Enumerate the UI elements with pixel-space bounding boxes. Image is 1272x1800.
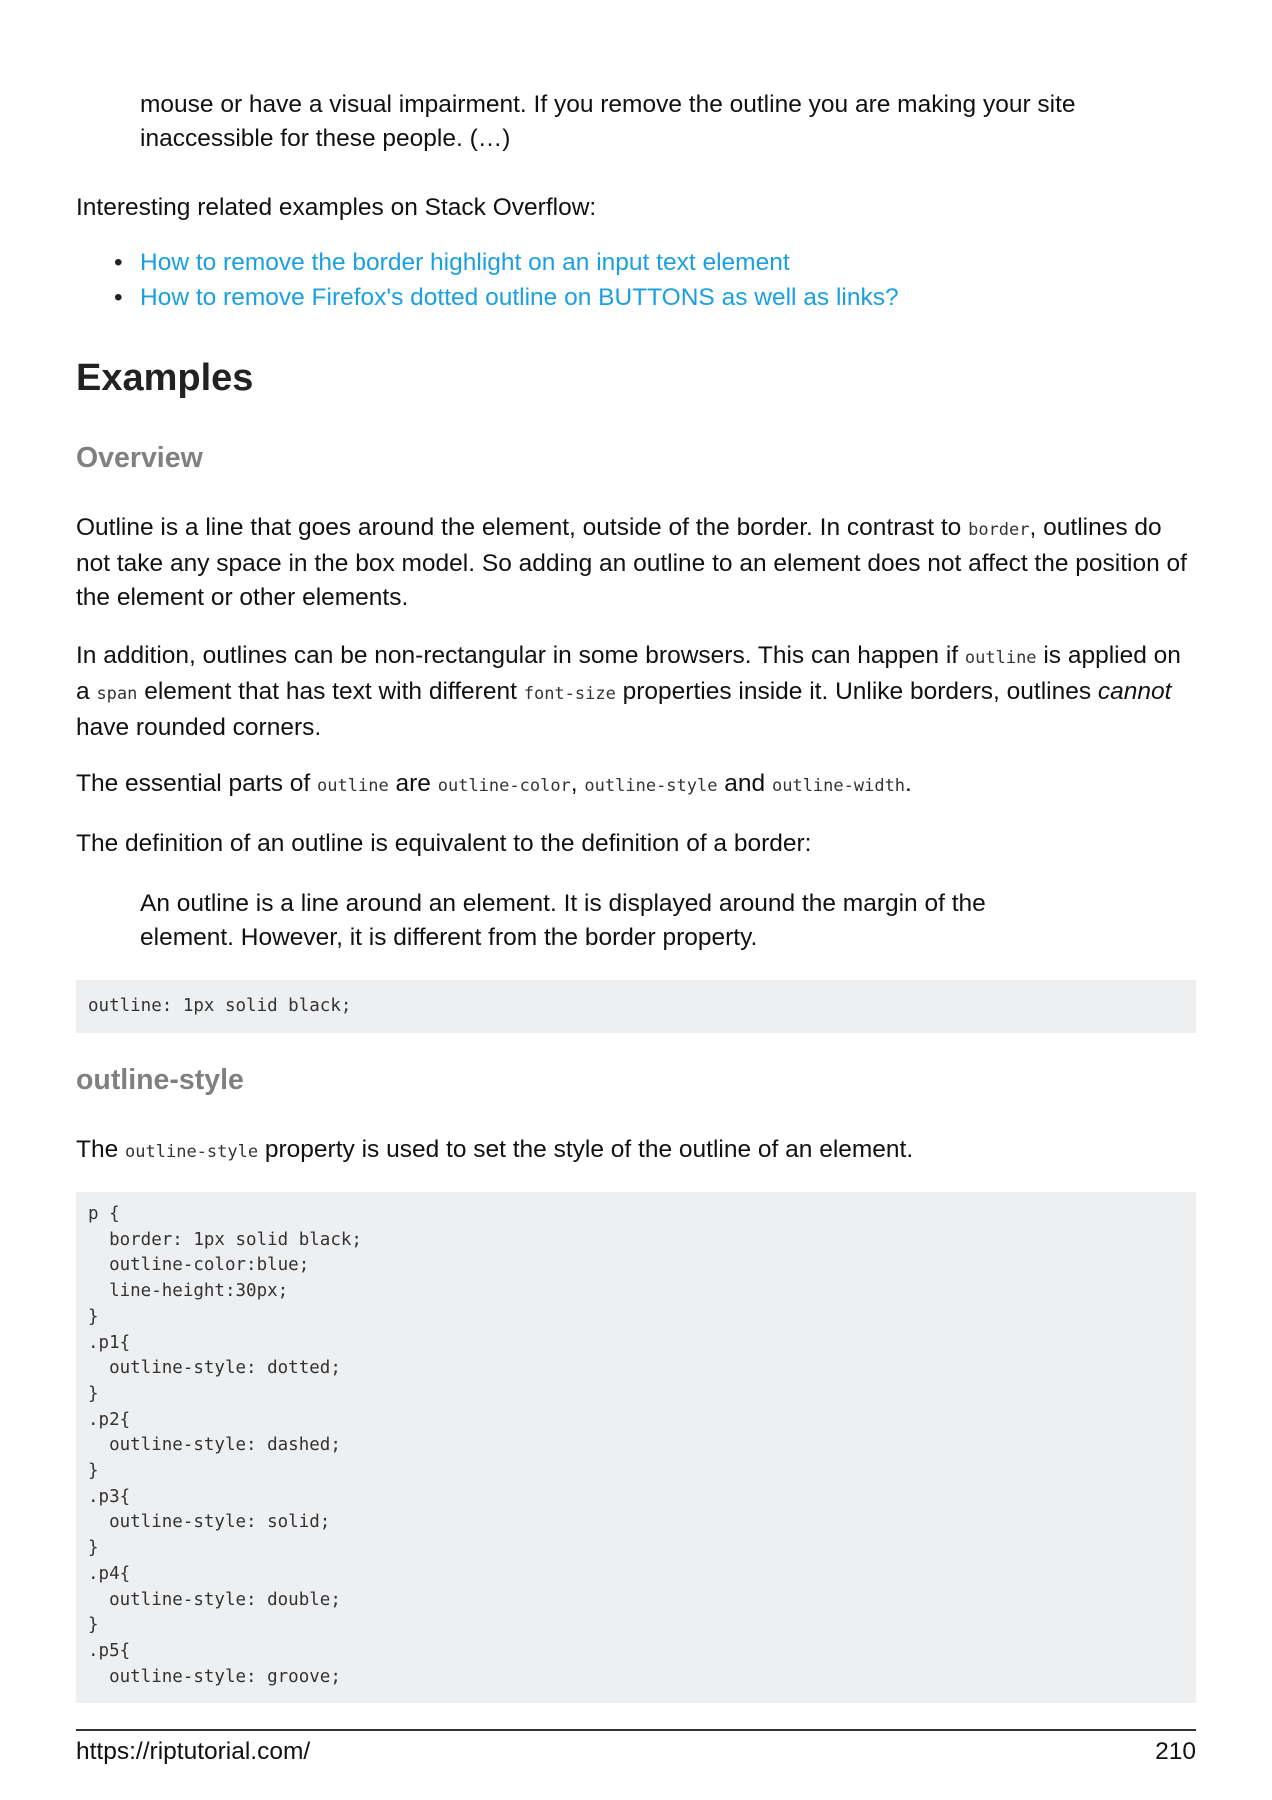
text: , [570,770,585,797]
related-link-2[interactable]: How to remove Firefox's dotted outline on BUTTONS as well as links? [140,284,899,311]
inline-code: border [968,520,1030,540]
list-item [76,280,1196,315]
text: have rounded corners. [76,714,322,741]
overview-paragraph-2 [76,639,1196,745]
inline-code: outline-style [584,776,718,796]
page-number: 210 [1155,1738,1196,1765]
examples-heading: Examples [76,357,254,399]
code-block-outline-style: p { border: 1px solid black; outline-color:blue; line-height:30px; } .p1{ outline-style: dotted; } .p2{ outline-style: dashed; } .p3{ outline-style: solid; } .p4{ outline-style: double; } .p5{ outline-style: groove; [76,1192,1196,1703]
bullet-icon: • [114,249,123,276]
definition-blockquote [140,887,986,955]
inline-code: outline [964,648,1037,668]
text: and [717,770,772,797]
bullet-icon: • [114,284,123,311]
inline-code: outline-style [125,1142,259,1162]
document-page [76,0,1196,1800]
blockquote-line-2: inaccessible for these people. (…) [140,125,511,152]
footer-url: https://riptutorial.com/ [76,1738,311,1765]
text: In addition, outlines can be non-rectangular in some browsers. This can happen if [76,642,965,669]
blockquote-continuation [140,88,1076,156]
inline-code: outline-width [771,776,906,796]
outline-style-heading: outline-style [76,1064,244,1096]
text: , outlines do not take any space in the box model. So adding an outline to an element does not affect the position of the element or other elements. [76,514,1187,611]
overview-heading: Overview [76,442,203,474]
related-link-1[interactable]: How to remove the border highlight on an input text element [140,249,790,276]
text: property is used to set the style of the outline of an element. [258,1136,914,1163]
code-block-outline: outline: 1px solid black; [76,980,1196,1033]
text: The essential parts of [76,770,318,797]
text: properties inside it. Unlike borders, outlines [615,678,1098,705]
footer-divider [76,1729,1196,1731]
overview-paragraph-1 [76,511,1196,615]
text: Outline is a line that goes around the element, outside of the border. In contrast to [76,514,969,541]
inline-code: font-size [523,684,616,704]
outline-style-paragraph [76,1133,1196,1169]
inline-code: outline-color [437,776,571,796]
overview-paragraph-3 [76,767,1196,803]
related-links-list [76,245,1196,315]
definition-line-1: An outline is a line around an element. It is displayed around the margin of the [140,890,986,917]
text: . [905,770,912,797]
list-item [76,245,1196,280]
emphasis: cannot [1097,678,1172,705]
blockquote-line-1: mouse or have a visual impairment. If you remove the outline you are making your site [140,91,1076,118]
text: The [76,1136,126,1163]
definition-line-2: element. However, it is different from the border property. [140,924,758,951]
inline-code: span [96,684,138,704]
overview-paragraph-4: The definition of an outline is equivalent to the definition of a border: [76,830,812,857]
inline-code: outline [317,776,389,796]
text: is applied on a [76,642,1181,705]
text: are [388,770,438,797]
text: element that has text with different [137,678,524,705]
related-intro: Interesting related examples on Stack Overflow: [76,194,597,221]
